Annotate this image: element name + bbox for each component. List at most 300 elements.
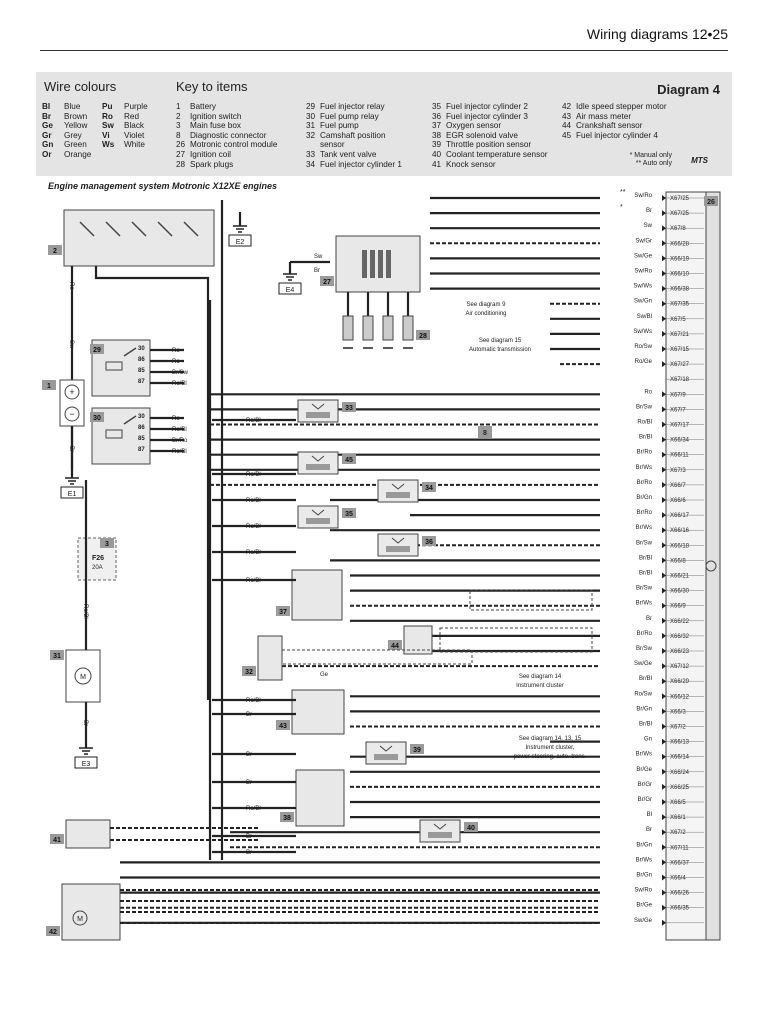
ecu-pin: X66/14 xyxy=(670,754,690,761)
ecu-pin-arrow xyxy=(662,361,666,367)
ecu-wire-label: Br/Gn xyxy=(636,842,652,849)
key-item: 29 Fuel injector relay xyxy=(306,102,385,111)
mts-logo: MTS xyxy=(691,156,708,165)
ecu-pin: X66/16 xyxy=(670,528,690,535)
relay-29-pin: 87 xyxy=(138,379,145,385)
ignition-coil-number: 27 xyxy=(323,279,331,286)
component-33-box xyxy=(298,400,338,422)
relay-30-pin: 87 xyxy=(138,447,145,453)
ecu-wire-label: Br/Bl xyxy=(638,555,652,562)
left-wire-label: Ro/Bl xyxy=(246,472,261,478)
ecu-pin-arrow xyxy=(662,905,666,911)
wire-sw xyxy=(96,266,208,700)
ecu-wire-label: Br/Sw xyxy=(635,404,652,411)
spark-plug-icon xyxy=(343,316,353,340)
ecu-pin-arrow xyxy=(662,603,666,609)
ecu-pin-arrow xyxy=(662,467,666,473)
spark-plug-icon xyxy=(403,316,413,340)
ecu-pin-arrow xyxy=(662,286,666,292)
ecu-pin: X66/30 xyxy=(670,588,690,595)
ecu-wire-label: Sw/Gn xyxy=(633,298,652,305)
battery-plus-sign: + xyxy=(69,387,75,397)
spark-plug-icon xyxy=(363,316,373,340)
ecu-pin: X66/21 xyxy=(670,573,690,580)
ecu-wire-label: Gn xyxy=(643,736,652,743)
relay-29-wire-label: Br/Sw xyxy=(172,370,189,376)
ecu-pin: X66/37 xyxy=(670,860,690,867)
coil-earth-label: Br xyxy=(314,268,320,274)
wire-colour-br: Br Brown xyxy=(42,111,88,121)
ecu-pin: X66/13 xyxy=(670,739,690,746)
ecu-wire-label: Br/Bl xyxy=(638,434,652,441)
ecu-pin: X66/26 xyxy=(670,890,690,897)
key-item: 1 Battery xyxy=(176,102,216,111)
key-item: 39 Throttle position sensor xyxy=(432,140,532,150)
ecu-pin-arrow xyxy=(662,799,666,805)
ecu-wire-label: Br/Sw xyxy=(635,540,652,547)
ecu-wire-label: Ro/Sw xyxy=(634,691,652,698)
ecu-pin: X67/2 xyxy=(670,724,686,731)
ecu-pin-arrow xyxy=(662,693,666,699)
component-36-number: 36 xyxy=(425,539,433,546)
ecu-pin-arrow xyxy=(662,784,666,790)
component-39-number: 39 xyxy=(413,747,421,754)
key-item: sensor xyxy=(320,140,345,150)
ecu-mark: ** xyxy=(620,189,626,196)
component-40-number: 40 xyxy=(467,825,475,832)
ecu-wire-label: Br/Ws xyxy=(635,525,652,532)
ecu-pin: X66/32 xyxy=(670,633,690,640)
key-item: 44 Crankshaft sensor xyxy=(562,121,643,131)
ecu-pin-arrow xyxy=(662,618,666,624)
note-diag14-line1: See diagram 14 xyxy=(518,674,562,680)
left-wire-label: Br xyxy=(246,780,252,786)
left-wire-label: Ro/Bl xyxy=(246,550,261,556)
spark-plug-icon xyxy=(383,316,393,340)
ecu-pin: X66/18 xyxy=(670,543,690,550)
ecu-wire-label: Br/Gr xyxy=(637,781,652,788)
ecu-wire-label: Ro/Ge xyxy=(634,359,652,366)
wire-colour-vi: Vi Violet xyxy=(102,130,145,140)
ecu-pin: X67/27 xyxy=(670,362,690,369)
camshaft-sensor-number: 32 xyxy=(245,669,253,676)
ecu-pin-arrow xyxy=(662,875,666,881)
key-item: 37 Oxygen sensor xyxy=(432,121,502,131)
left-wire-label: Br xyxy=(246,752,252,758)
ecu-pin-arrow xyxy=(662,859,666,865)
left-wire-label: Ro/Bl xyxy=(246,498,261,504)
left-wire-label: Ro/Bl xyxy=(246,418,261,424)
key-item: 43 Air mass meter xyxy=(562,111,632,121)
ecu-pin-arrow xyxy=(662,588,666,594)
key-item: 34 Fuel injector cylinder 1 xyxy=(306,159,402,169)
relay-29-number: 29 xyxy=(93,347,101,354)
camshaft-sensor-box xyxy=(258,636,282,680)
ecu-pin: X67/11 xyxy=(670,845,689,852)
ecu-pin: X66/11 xyxy=(670,452,689,459)
note-manual: * Manual only xyxy=(629,152,672,159)
key-title: Key to items xyxy=(176,79,248,94)
ecu-pin-arrow xyxy=(662,331,666,337)
left-wire-label: Ro/Bl xyxy=(246,806,261,812)
air-mass-meter-box xyxy=(292,690,344,734)
knock-sensor-number: 41 xyxy=(53,837,61,844)
ecu-pin: X67/2 xyxy=(670,830,686,837)
ecu-pin-arrow xyxy=(662,527,666,533)
key-item: 30 Fuel pump relay xyxy=(306,111,379,121)
ecu-wire-label: Br/Ge xyxy=(636,902,652,909)
ecu-pin: X66/25 xyxy=(670,784,690,791)
earth-e3-label: E3 xyxy=(81,761,91,768)
ecu-pin-arrow xyxy=(662,482,666,488)
ecu-pin-arrow xyxy=(662,890,666,896)
label-ro-vertical: Ro xyxy=(68,282,74,290)
key-item: 2 Ignition switch xyxy=(176,111,242,121)
fuel-pump-number: 31 xyxy=(53,653,61,660)
ecu-mark: * xyxy=(620,204,623,212)
ecu-pin-arrow xyxy=(662,346,666,352)
coil-winding xyxy=(378,250,383,278)
note-multi-line1: See diagram 14, 13, 15 xyxy=(518,736,582,742)
earth-e4-label: E4 xyxy=(285,287,295,294)
relay-30-wire-label: Br/Ro xyxy=(172,438,188,444)
wire-colour-gn: Gn Green xyxy=(42,140,87,150)
ecu-pin-arrow xyxy=(662,844,666,850)
ecu-pin-arrow xyxy=(662,210,666,216)
ecu-26-number: 26 xyxy=(707,199,715,206)
label-robl-vertical: Ro/Bl xyxy=(82,604,88,619)
ecu-pin: X66/12 xyxy=(670,694,690,701)
ecu-pin-arrow xyxy=(662,406,666,412)
component-45-winding xyxy=(306,464,330,470)
relay-30-number: 30 xyxy=(93,415,101,422)
ecu-wire-label: Br/Ro xyxy=(636,630,652,637)
ecu-wire-label: Ro/Sw xyxy=(634,344,652,350)
ecu-wire-label: Br/Bl xyxy=(638,570,652,577)
component-33-number: 33 xyxy=(345,405,353,412)
ecu-wire-label: Sw/Bl xyxy=(636,313,652,320)
label-sw-vertical: Sw xyxy=(68,340,74,349)
ecu-pin-arrow xyxy=(662,678,666,684)
key-item: 31 Fuel pump xyxy=(306,121,359,131)
note-auto: ** Auto only xyxy=(635,160,672,167)
ecu-pin: X67/9 xyxy=(670,392,686,399)
ecu-wire-label: Sw/Ro xyxy=(634,268,652,275)
ecu-wire-label: Br/Sw xyxy=(635,585,652,592)
ecu-pin-arrow xyxy=(662,633,666,639)
ecu-wire-label: Br/Ro xyxy=(636,479,652,486)
ecu-wire-label: Sw/Ws xyxy=(633,283,652,290)
ecu-pin-arrow xyxy=(662,391,666,397)
ecu-wire-label: Br/Ws xyxy=(635,857,652,864)
key-item: 32 Camshaft position xyxy=(306,130,386,140)
ecu-wire-label: Br/Ge xyxy=(636,766,652,773)
ecu-pin: X67/25 xyxy=(670,211,690,218)
ecu-pin: X66/17 xyxy=(670,513,690,520)
ecu-wire-label: Sw/Ro xyxy=(634,193,652,199)
key-item: 27 Ignition coil xyxy=(176,149,231,159)
egr-valve-box xyxy=(296,770,344,826)
relay-30-wire-label: Ro xyxy=(172,416,180,422)
ecu-pin-arrow xyxy=(662,769,666,775)
idle-stepper-motor-box xyxy=(62,884,120,940)
ecu-pin: X66/8 xyxy=(670,558,686,565)
note-multi-line2: Instrument cluster, xyxy=(525,745,575,751)
ecu-wire-label: Sw/Gr xyxy=(635,238,652,245)
left-wire-label: Ro/Bl xyxy=(246,578,261,584)
ecu-wire-label: Br xyxy=(646,615,652,622)
component-35-winding xyxy=(306,518,330,524)
ecu-pin: X67/7 xyxy=(670,407,686,414)
key-item: 36 Fuel injector cylinder 3 xyxy=(432,111,528,121)
fuse-f26-label: F26 xyxy=(92,555,105,562)
ecu-wire-label: Ro xyxy=(644,389,652,396)
ecu-pin: X67/35 xyxy=(670,301,690,308)
component-40-box xyxy=(420,820,460,842)
ecu-pin: X67/3 xyxy=(670,467,686,474)
label-br-vertical: Br xyxy=(68,446,74,452)
wire-colour-or: Or Orange xyxy=(42,149,92,159)
key-item: 8 Diagnostic connector xyxy=(176,130,267,140)
ecu-pin: X66/23 xyxy=(670,649,690,655)
ecu-pin: X66/34 xyxy=(670,437,690,444)
key-item: 42 Idle speed stepper motor xyxy=(562,102,667,111)
ecu-wire-label: Br/Gr xyxy=(637,797,652,803)
component-45-number: 45 xyxy=(345,457,353,464)
screen-crank xyxy=(440,628,592,652)
ecu-pin: X67/15 xyxy=(670,347,690,353)
ecu-pin-arrow xyxy=(662,316,666,322)
ecu-wire-label: Br/Sw xyxy=(635,646,652,652)
ecu-pin: X66/3 xyxy=(670,709,686,716)
ecu-pin: X66/10 xyxy=(670,271,690,278)
ecu-pin: X66/7 xyxy=(670,482,686,489)
ecu-pin: X67/25 xyxy=(670,196,690,202)
wire-colour-ws: Ws White xyxy=(102,140,145,150)
note-diag14-line2: Instrument cluster xyxy=(516,683,564,689)
label-br-vertical-2: Br xyxy=(82,720,88,726)
ecu-pin-arrow xyxy=(662,255,666,261)
note-diag15-line1: See diagram 15 xyxy=(478,338,522,344)
ecu-pin-arrow xyxy=(662,708,666,714)
label-ge: Ge xyxy=(320,672,329,678)
ecu-pin: X66/29 xyxy=(670,679,690,686)
ecu-wire-label: Br/Ws xyxy=(635,600,652,607)
diag-connector-number: 8 xyxy=(483,430,487,437)
fuel-pump-motor-letter: M xyxy=(80,674,86,681)
ecu-pin: X67/5 xyxy=(670,316,686,323)
ecu-pin-arrow xyxy=(662,920,666,926)
note-diag15-line2: Automatic transmission xyxy=(468,347,532,353)
ecu-pin: X67/12 xyxy=(670,664,690,671)
ecu-wire-label: Sw/Ws xyxy=(633,328,652,335)
ecu-pin: X66/28 xyxy=(670,241,690,248)
key-item: 41 Knock sensor xyxy=(432,159,496,169)
relay-29-wire-label: Ro xyxy=(172,359,180,365)
relay-29-pin: 85 xyxy=(138,368,145,374)
left-wire-label: Br xyxy=(246,850,252,856)
ecu-pin-arrow xyxy=(662,663,666,669)
component-36-box xyxy=(378,534,418,556)
ecu-pin-arrow xyxy=(662,648,666,654)
crankshaft-sensor-number: 44 xyxy=(391,643,399,650)
oxygen-sensor-number: 37 xyxy=(279,609,287,616)
component-33-winding xyxy=(306,412,330,418)
ecu-pin-arrow xyxy=(662,739,666,745)
wire-colour-pu: Pu Purple xyxy=(102,102,148,111)
ecu-pin-arrow xyxy=(662,497,666,503)
component-35-box xyxy=(298,506,338,528)
ecu-wire-label: Br/Gn xyxy=(636,706,652,713)
ecu-pin-arrow xyxy=(662,271,666,277)
relay-30-pin: 30 xyxy=(138,414,145,420)
page-title: Wiring diagrams 12•25 xyxy=(586,26,728,42)
ecu-pin-arrow xyxy=(662,557,666,563)
relay-29-pin: 86 xyxy=(138,357,145,363)
ecu-pin-arrow xyxy=(662,512,666,518)
key-item: 40 Coolant temperature sensor xyxy=(432,149,548,159)
ecu-pin-arrow xyxy=(662,754,666,760)
ecu-wire-label: Br/Bl xyxy=(638,676,652,683)
fuse-rating-label: 20A xyxy=(92,565,103,571)
ecu-wire-label: Br/Gn xyxy=(636,495,652,501)
ecu-wire-label: Sw/Ge xyxy=(633,661,652,668)
key-item: 38 EGR solenoid valve xyxy=(432,130,518,140)
note-diag9-line2: Air conditioning xyxy=(465,311,507,317)
ecu-pin: X66/35 xyxy=(670,905,690,912)
ecu-pin-arrow xyxy=(662,829,666,835)
ecu-pin-arrow xyxy=(662,437,666,443)
ecu-pin-arrow xyxy=(662,240,666,246)
ecu-pin: X66/38 xyxy=(670,286,690,293)
ecu-pin: X66/6 xyxy=(670,498,686,504)
ecu-wire-label: Sw/Ge xyxy=(633,253,652,260)
relay-30-pin: 86 xyxy=(138,425,145,431)
ecu-wire-label: Ro/Bl xyxy=(637,419,652,426)
battery-minus-sign: − xyxy=(69,409,75,419)
key-item: 35 Fuel injector cylinder 2 xyxy=(432,102,528,111)
diagram-subtitle: Engine management system Motronic X12XE engines xyxy=(48,181,278,191)
ecu-wire-label: Bl xyxy=(646,812,652,819)
relay-30-wire-label: Ro/Bl xyxy=(172,449,187,455)
idle-stepper-motor-number: 42 xyxy=(49,929,57,936)
key-item: 3 Main fuse box xyxy=(176,121,241,131)
ignition-switch-number: 2 xyxy=(53,248,57,255)
coil-winding xyxy=(362,250,367,278)
air-mass-meter-number: 43 xyxy=(279,723,287,730)
ecu-pin: X66/9 xyxy=(670,603,686,610)
note-multi-line3: power steering, auto. trans. xyxy=(513,754,587,760)
left-wire-label: Br xyxy=(246,834,252,840)
ecu-wire-label: Br/Ws xyxy=(635,464,652,471)
ecu-pin: X66/1 xyxy=(670,815,686,822)
wire-colour-ge: Ge Yellow xyxy=(42,121,88,131)
left-wire-label: Br xyxy=(246,712,252,718)
component-39-winding xyxy=(374,754,398,760)
wire-colour-ro: Ro Red xyxy=(102,111,140,121)
ecu-pin-arrow xyxy=(662,542,666,548)
ecu-pin-arrow xyxy=(662,195,666,201)
ecu-wire-label: Sw xyxy=(643,223,652,230)
left-wire-label: Ro/Bl xyxy=(246,524,261,530)
component-45-box xyxy=(298,452,338,474)
ecu-wire-label: Br/Gn xyxy=(636,872,652,879)
ecu-pin-arrow xyxy=(662,573,666,579)
component-36-winding xyxy=(386,546,410,552)
screen-oxygen xyxy=(470,590,592,610)
wire-colours-title: Wire colours xyxy=(44,79,117,94)
coil-feed-label: Sw xyxy=(314,254,323,260)
ecu-wire-label: Sw/Ge xyxy=(633,917,652,924)
earth-e1-label: E1 xyxy=(67,491,77,498)
left-wire-label: Ro/Bl xyxy=(246,698,261,704)
ecu-pin: X67/8 xyxy=(670,226,686,233)
key-item: 28 Spark plugs xyxy=(176,159,234,169)
ecu-pin-arrow xyxy=(662,422,666,428)
ecu-pin: X66/4 xyxy=(670,875,686,882)
ecu-wire-label: Sw/Ro xyxy=(634,887,652,894)
note-diag9-line1: See diagram 9 xyxy=(466,302,506,308)
component-39-box xyxy=(366,742,406,764)
ecu-pin: X66/5 xyxy=(670,800,686,806)
coil-winding xyxy=(386,250,391,278)
ecu-wire-label: Br xyxy=(646,208,652,215)
ecu-wire-label: Br/Ro xyxy=(636,449,652,456)
component-34-box xyxy=(378,480,418,502)
ecu-pin: X66/19 xyxy=(670,256,690,263)
ecu-wire-label: Br xyxy=(646,827,652,834)
ecu-pin: X66/22 xyxy=(670,618,690,625)
key-item: 33 Tank vent valve xyxy=(306,149,377,159)
ecu-wire-label: Br/Bl xyxy=(638,721,652,728)
ignition-switch-box xyxy=(64,210,214,266)
wire-colour-bl: Bl Blue xyxy=(42,102,81,111)
wire-colour-sw: Sw Black xyxy=(102,121,145,131)
ecu-pin: X67/18 xyxy=(670,377,690,384)
relay-29-wire-label: Ro/Bl xyxy=(172,381,187,387)
earth-e2-label: E2 xyxy=(235,239,245,246)
component-35-number: 35 xyxy=(345,511,353,518)
ecu-wire-label: Br/Ws xyxy=(635,751,652,758)
key-item: 45 Fuel injector cylinder 4 xyxy=(562,130,658,140)
relay-29-pin: 30 xyxy=(138,346,145,352)
ecu-pin-arrow xyxy=(662,452,666,458)
egr-valve-number: 38 xyxy=(283,815,291,822)
knock-sensor-box xyxy=(66,820,110,848)
ecu-pin-arrow xyxy=(662,724,666,730)
component-34-winding xyxy=(386,492,410,498)
ecu-pin: X67/17 xyxy=(670,422,690,429)
ecu-pin-arrow xyxy=(662,225,666,231)
key-item: 26 Motronic control module xyxy=(176,140,278,150)
oxygen-sensor-box xyxy=(292,570,342,620)
ecu-wire-label: Br/Ro xyxy=(636,510,652,517)
ecu-pin-arrow xyxy=(662,814,666,820)
coil-winding xyxy=(370,250,375,278)
ecu-26-edge xyxy=(706,192,720,940)
battery-number: 1 xyxy=(47,383,51,390)
ecu-pin: X67/21 xyxy=(670,331,690,338)
spark-plugs-number: 28 xyxy=(419,333,427,340)
ecu-pin-arrow xyxy=(662,301,666,307)
relay-30-pin: 85 xyxy=(138,436,145,442)
relay-29-wire-label: Ro xyxy=(172,348,180,354)
relay-30-wire-label: Ro/Bl xyxy=(172,427,187,433)
diagram-number: Diagram 4 xyxy=(657,82,720,97)
wire-colour-gr: Gr Grey xyxy=(42,130,82,140)
component-34-number: 34 xyxy=(425,485,433,492)
fuse-box-3-number: 3 xyxy=(105,541,109,548)
